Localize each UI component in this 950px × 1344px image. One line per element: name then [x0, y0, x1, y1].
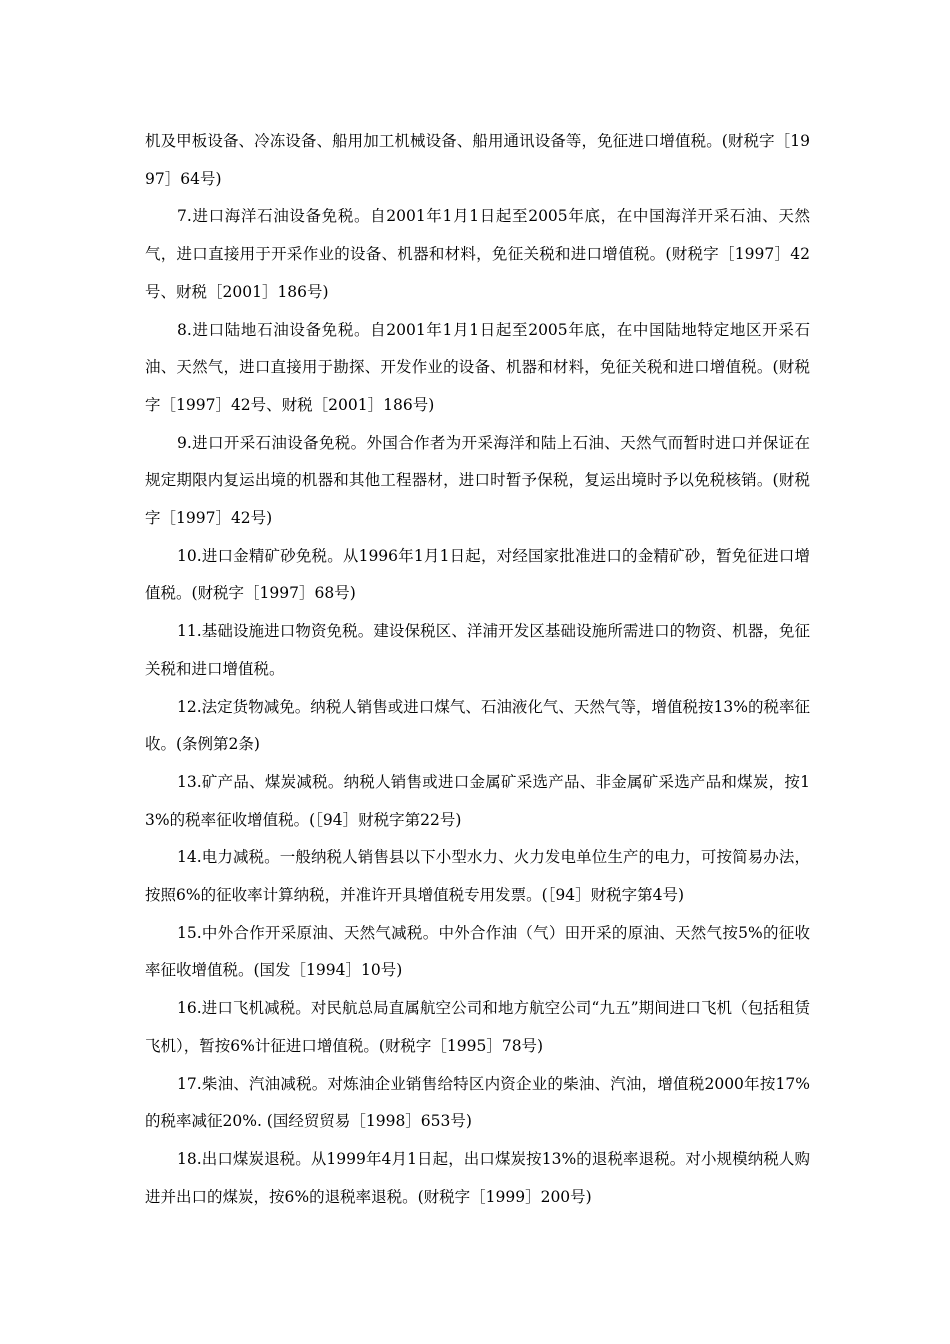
paragraph-continuation: 机及甲板设备、冷冻设备、船用加工机械设备、船用通讯设备等，免征进口增值税。(财税字［1997］64号): [145, 132, 810, 188]
paragraph-item-11: 11.基础设施进口物资免税。建设保税区、洋浦开发区基础设施所需进口的物资、机器，免征关税和进口增值税。: [145, 622, 810, 678]
paragraph-item-18: 18.出口煤炭退税。从1999年4月1日起，出口煤炭按13%的退税率退税。对小规模纳税人购进并出口的煤炭，按6%的退税率退税。(财税字［1999］200号): [145, 1149, 810, 1206]
paragraph-item-14: 14.电力减税。一般纳税人销售县以下小型水力、火力发电单位生产的电力，可按简易办法，按照6%的征收率计算纳税，并准许开具增值税专用发票。(［94］财税字第4号): [145, 848, 810, 905]
document-body: [145, 123, 810, 1216]
paragraph-item-15: 15.中外合作开采原油、天然气减税。中外合作油（气）田开采的原油、天然气按5%的征收率征收增值税。(国发［1994］10号): [145, 923, 810, 980]
paragraph-item-7: 7.进口海洋石油设备免税。自2001年1月1日起至2005年底，在中国海洋开采石油、天然气，进口直接用于开采作业的设备、机器和材料，免征关税和进口增值税。(财税字［1997］42号、财税［2001］186号): [145, 207, 810, 301]
paragraph-item-12: 12.法定货物减免。纳税人销售或进口煤气、石油液化气、天然气等，增值税按13%的税率征收。(条例第2条): [145, 697, 810, 754]
paragraph-item-16: 16.进口飞机减税。对民航总局直属航空公司和地方航空公司“九五”期间进口飞机（包括租赁飞机），暂按6%计征进口增值税。(财税字［1995］78号): [145, 999, 810, 1055]
paragraph-item-8: 8.进口陆地石油设备免税。自2001年1月1日起至2005年底，在中国陆地特定地区开采石油、天然气，进口直接用于勘探、开发作业的设备、机器和材料，免征关税和进口增值税。(财税字［1997］42号、财税［2001］186号): [145, 320, 810, 414]
paragraph-item-10: 10.进口金精矿砂免税。从1996年1月1日起，对经国家批准进口的金精矿砂，暂免征进口增值税。(财税字［1997］68号): [145, 546, 810, 603]
paragraph-item-17: 17.柴油、汽油减税。对炼油企业销售给特区内资企业的柴油、汽油，增值税2000年按17%的税率减征20%. (国经贸贸易［1998］653号): [145, 1074, 810, 1131]
paragraph-item-9: 9.进口开采石油设备免税。外国合作者为开采海洋和陆上石油、天然气而暂时进口并保证在规定期限内复运出境的机器和其他工程器材，进口时暂予保税，复运出境时予以免税核销。(财税字［1997］42号): [145, 433, 810, 528]
paragraph-item-13: 13.矿产品、煤炭减税。纳税人销售或进口金属矿采选产品、非金属矿采选产品和煤炭，按13%的税率征收增值税。(［94］财税字第22号): [145, 772, 810, 829]
